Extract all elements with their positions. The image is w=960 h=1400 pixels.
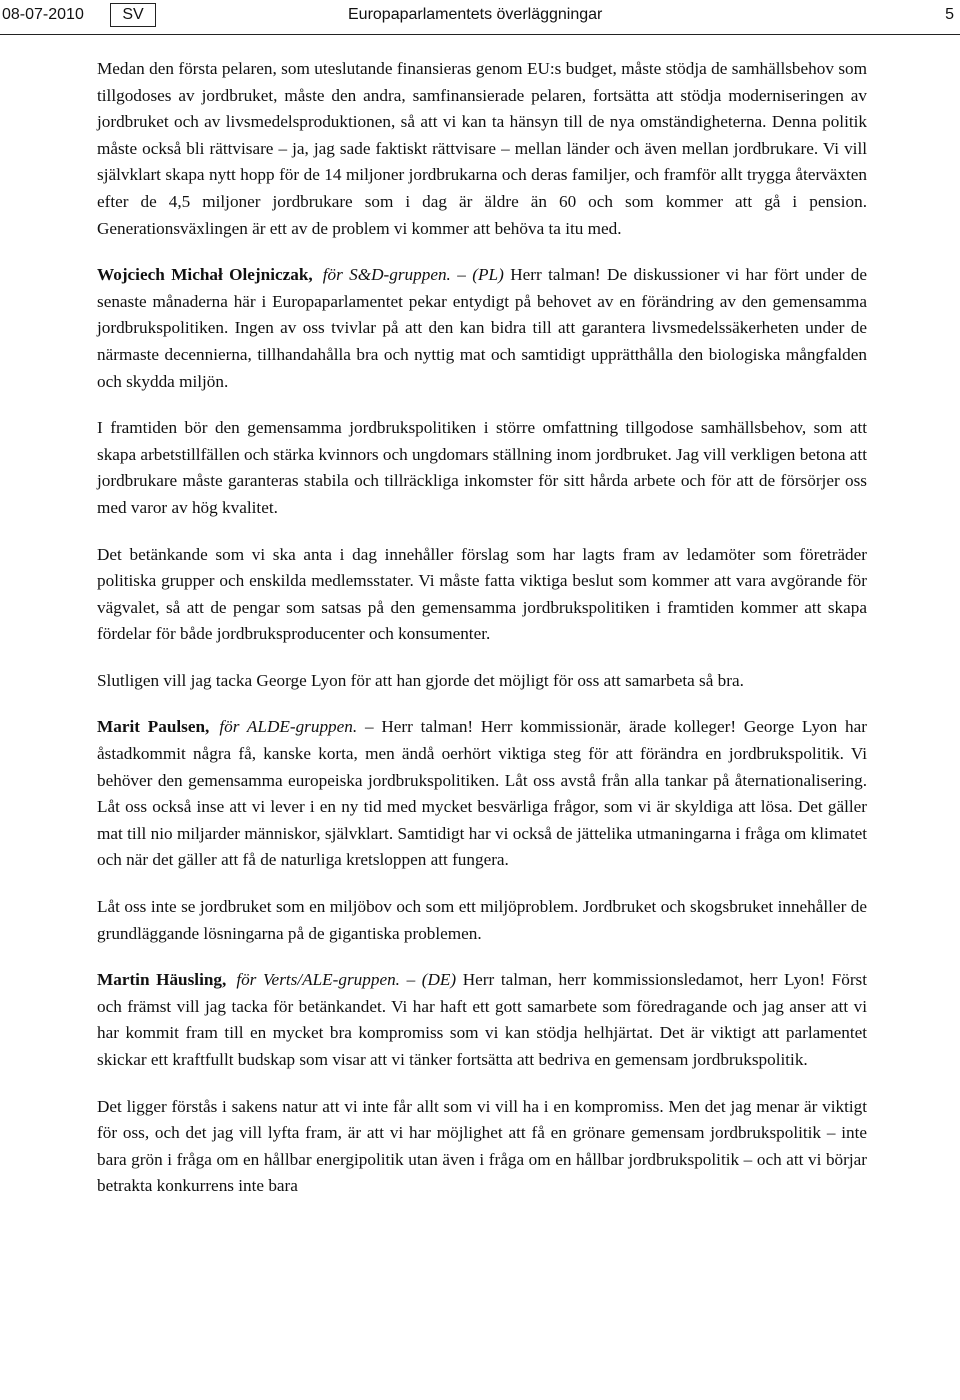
speech-language: (DE) xyxy=(421,970,457,990)
dash: – xyxy=(364,717,374,737)
page-header xyxy=(0,0,960,35)
paragraph: Det betänkande som vi ska anta i dag innehåller förslag som har lagts fram av ledamöter som företräder politiska grupper och enskilda medlemsstater. Vi måste fatta viktiga beslut som kommer att vara avgörande för vägvalet, så att de pengar som satsas på den gemensamma jordbrukspolitiken i framtiden kommer att skapa fördelar för både jordbruksproducenter och konsumenter. xyxy=(97,544,867,644)
speaker-group: för S&D-gruppen. xyxy=(322,265,451,285)
dash: – xyxy=(457,265,466,285)
speech-paulsen xyxy=(97,714,867,874)
paragraph: I framtiden bör den gemensamma jordbrukspolitiken i större omfattning tillgodose samhällsbehov, som att skapa arbetstillfällen och stärka kvinnors och ungdomars ställning inom jordbruket. Jag vill verkligen betona att jordbrukare måste garanteras stabila och tillräckliga inkomster för sitt hårda arbete och för att de försörjer oss med varor av hög kvalitet. xyxy=(97,418,867,517)
speaker-name: Wojciech Michał Olejniczak, xyxy=(97,265,313,285)
speech-language: (PL) xyxy=(472,265,504,285)
speech-olejniczak xyxy=(97,262,867,395)
paragraph: Medan den första pelaren, som uteslutande finansieras genom EU:s budget, måste stödja de samhällsbehov som tillgodoses av jordbruket, måste den andra, samfinansierade pelaren, fortsätta att stödja moderniseringen av jordbruket och av livsmedelsproduktionen, så att vi kan ta hänsyn till de nya omständigheterna. Denna politik måste också bli rättvisare – ja, jag sade faktiskt rättvisare – mellan länder och även mellan jordbrukare. Vi vill självklart skapa nytt hopp för de 14 miljoner jordbrukarna och deras familjer, och framför allt trygga återväxten efter de 4,5 miljoner jordbrukare som i dag är äldre än 60 och som kommer att gå i pension. Generationsväxlingen är ett av de problem vi kommer att behöva ta itu med. xyxy=(97,59,867,238)
speech-text: Herr talman, herr kommissionsledamot, herr Lyon! Först och främst vill jag tacka för betänkandet. Vi har haft ett gott samarbete som föredragande och jag anser att vi har kommit fram till en mycket bra kompromiss som vi kan stödja helhjärtat. Det är viktigt att parlamentet skickar ett kraftfullt budskap som visar att vi tänker fortsätta att bedriva en gemensam jordbrukspolitik. xyxy=(97,970,868,1069)
dash: – xyxy=(406,970,416,990)
paragraph: Slutligen vill jag tacka George Lyon för att han gjorde det möjligt för oss att samarbeta så bra. xyxy=(97,670,744,690)
paragraph: Det ligger förstås i sakens natur att vi inte får allt som vi vill ha i en kompromiss. Men det jag menar är viktigt för oss, och det jag vill lyfta fram, är att vi har möjlighet att få en grönare gemensam jordbrukspolitik – inte bara grön i fråga om en hållbar energipolitik utan även i fråga om en hållbar jordbrukspolitik – och att vi börjar betrakta konkurrens inte bara xyxy=(97,1096,867,1196)
speech-text: Herr talman! Herr kommissionär, ärade kolleger! George Lyon har åstadkommit några få, kanske korta, men ändå oerhört viktiga steg för att förändra en jordbrukspolitik. Vi behöver den gemensamma europeiska jordbrukspolitiken. Låt oss avstå från alla tankar på åternationalisering. Låt oss också inse att vi lever i en ny tid med mycket besvärliga frågor, som vi är skyldiga att lösa. Det gäller mat till nio miljarder människor, självklart. Samtidigt har vi också de jättelika utmaningarna i fråga om klimatet och när det gäller att få de naturliga kretsloppen att fungera. xyxy=(97,717,867,870)
document-body xyxy=(97,56,867,1220)
speaker-name: Marit Paulsen, xyxy=(97,717,210,737)
speaker-group: för Verts/ALE-gruppen. xyxy=(236,970,400,990)
speaker-group: för ALDE-gruppen. xyxy=(219,717,358,737)
speech-hausling xyxy=(97,967,867,1073)
header-date: 08-07-2010 xyxy=(2,6,84,23)
paragraph: Låt oss inte se jordbruket som en miljöbov och som ett miljöproblem. Jordbruket och skogsbruket innehåller de grundläggande lösningarna på de gigantiska problemen. xyxy=(97,897,867,943)
header-page-number: 5 xyxy=(945,6,954,23)
header-title: Europaparlamentets överläggningar xyxy=(348,6,603,23)
header-language-badge: SV xyxy=(110,3,156,27)
speaker-name: Martin Häusling, xyxy=(97,970,227,990)
speech-text: Herr talman! De diskussioner vi har fört under de senaste månaderna här i Europaparlamentet pekar entydigt på behovet av en förändring av den gemensamma jordbrukspolitiken. Ingen av oss tvivlar på att den kan bidra till att garantera livsmedelssäkerheten under de närmaste decennierna, tillhandahålla bra och nyttig mat och samtidigt upprätthålla den biologiska mångfalden och skydda miljön. xyxy=(97,265,868,391)
